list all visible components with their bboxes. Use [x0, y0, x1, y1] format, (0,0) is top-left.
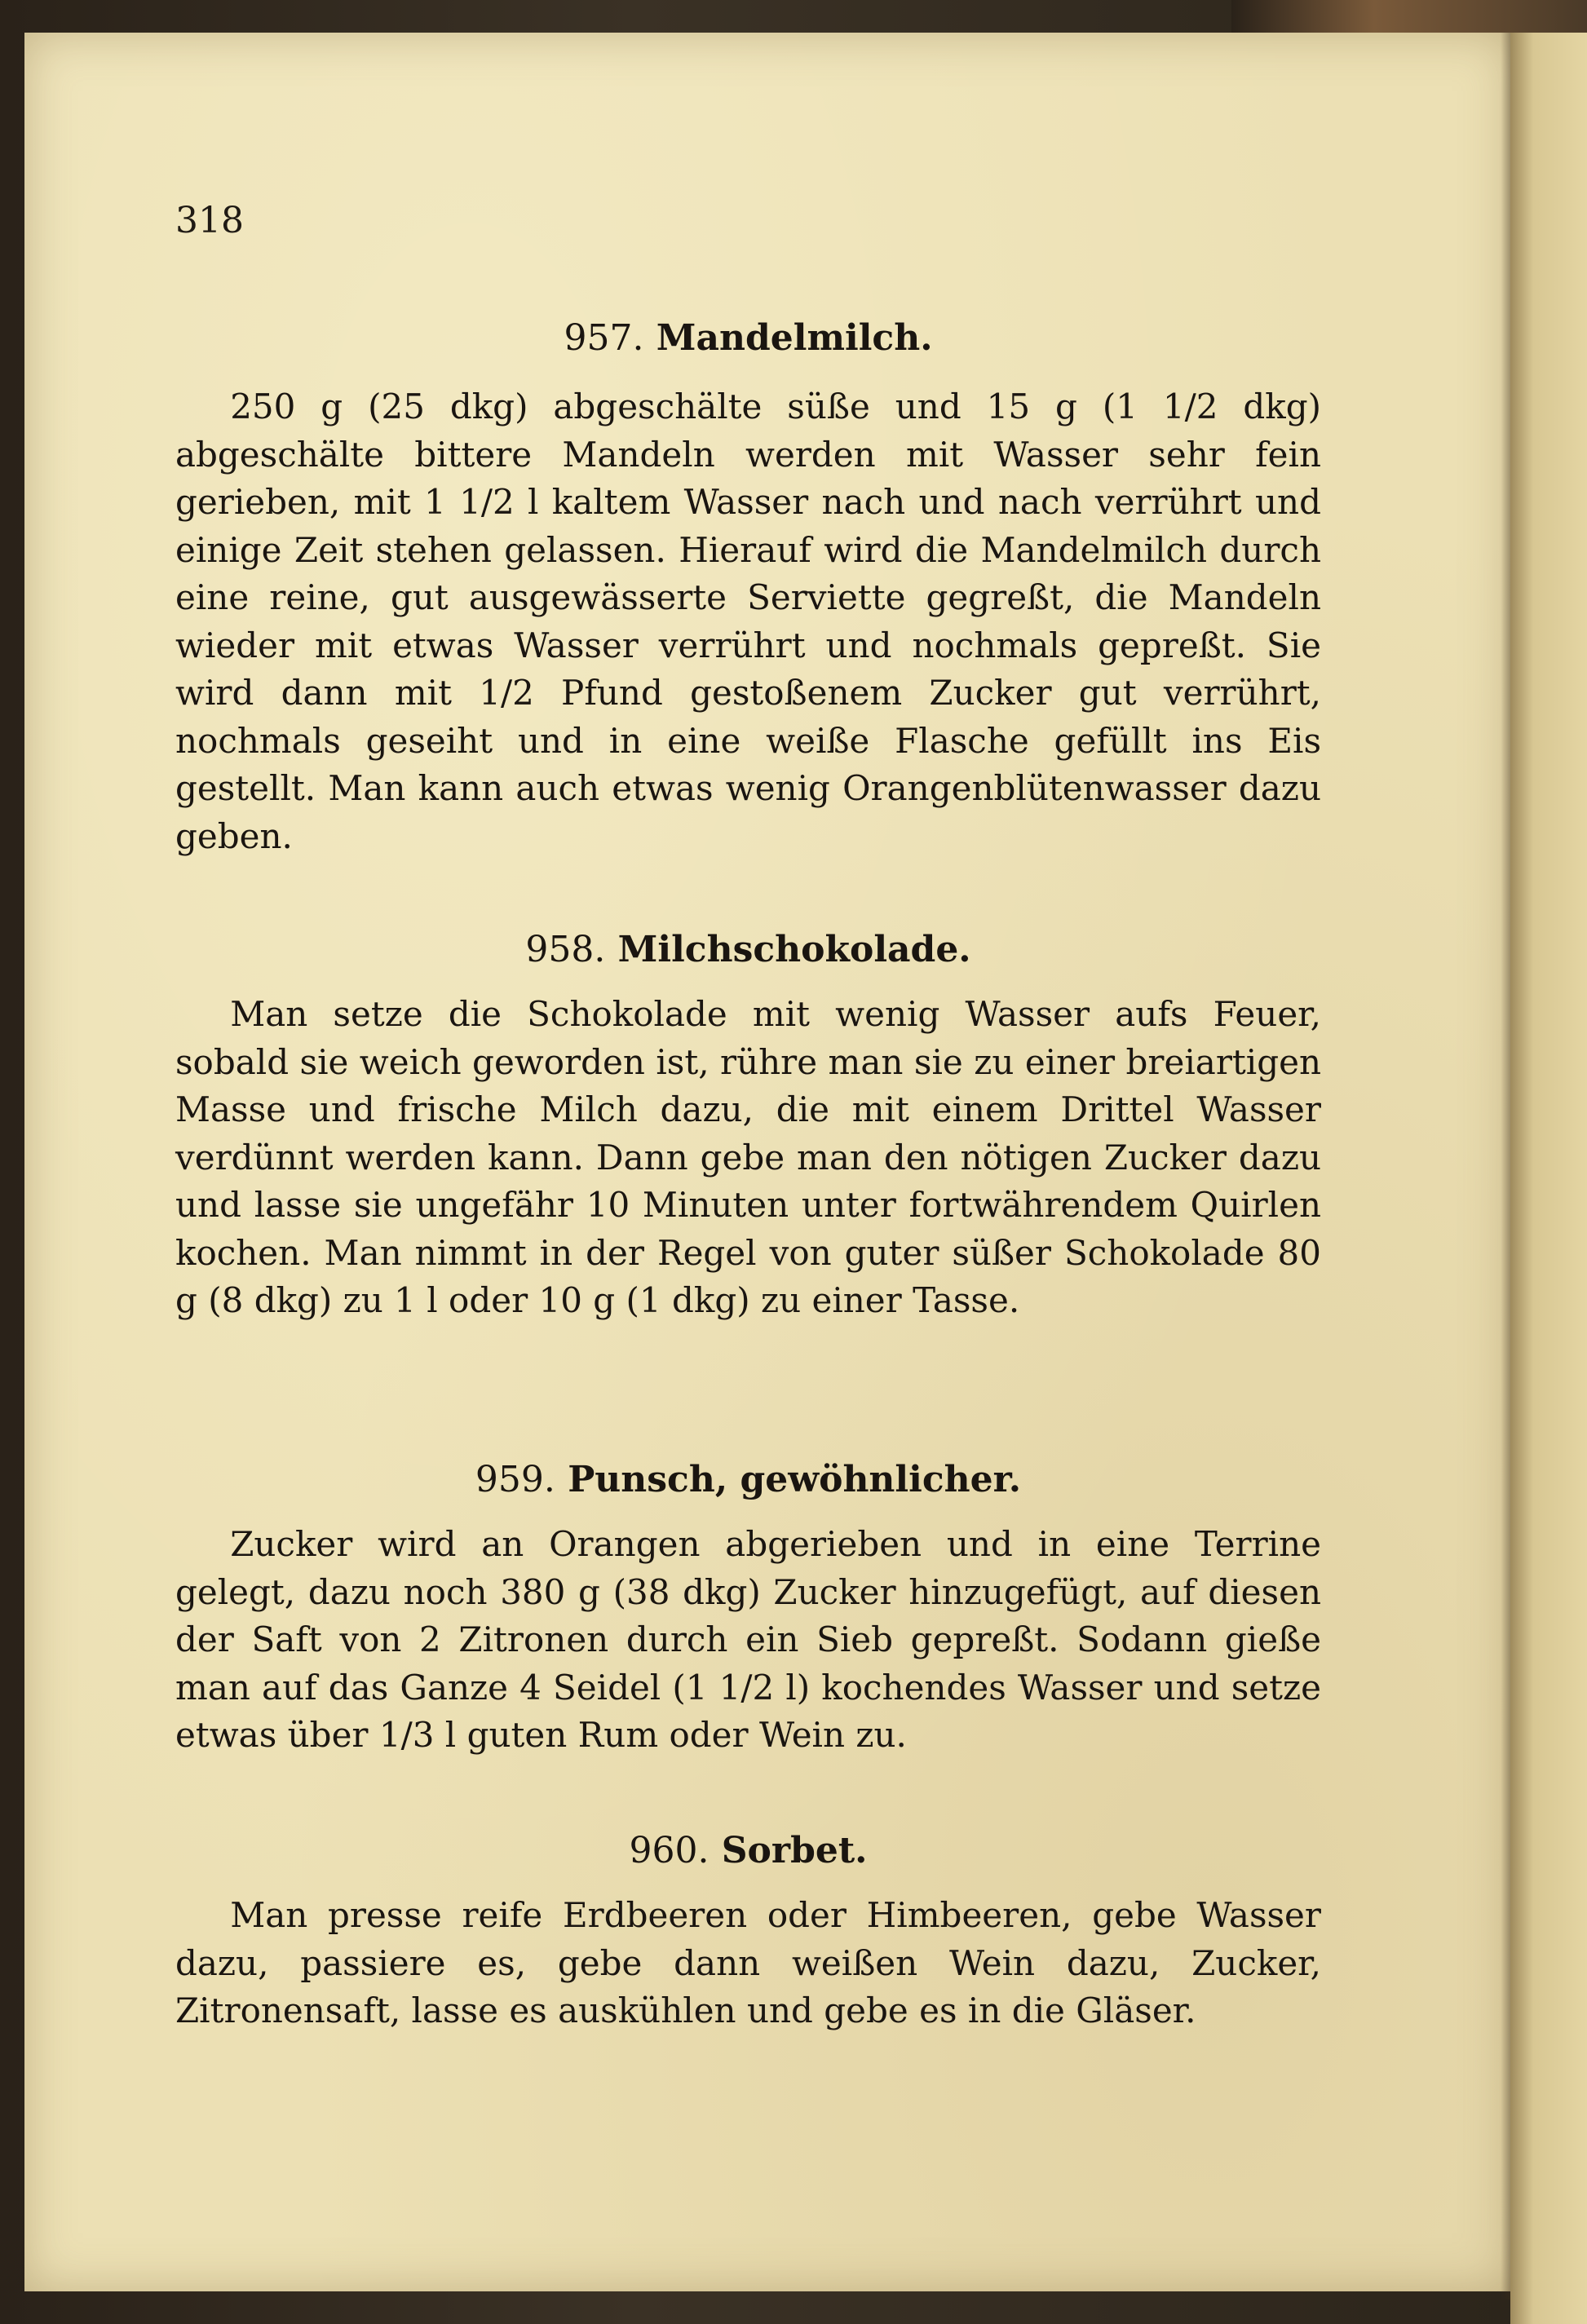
recipe-title: Milchschokolade.	[617, 929, 971, 970]
scan-corner	[1231, 0, 1587, 33]
recipe-heading-958	[175, 926, 1321, 974]
recipe-heading-959	[175, 1456, 1321, 1504]
recipe-number: 957.	[564, 317, 644, 359]
recipe-title: Punsch, gewöhnlicher.	[568, 1459, 1022, 1500]
recipe-text-958: Man setze die Schokolade mit wenig Wasser aufs Feuer, sobald sie weich geworden ist, rühre man sie zu einer breiartigen Masse und frische Milch dazu, die mit einem Drittel Wasser verdünnt werden kann. Dann gebe man den nötigen Zucker dazu und lasse sie ungefähr 10 Minuten unter fortwährendem Quirlen kochen. Man nimmt in der Regel von guter süßer Schokolade 80 g (8 dkg) zu 1 l oder 10 g (1 dkg) zu einer Tasse.	[175, 994, 1321, 1320]
recipe-number: 960.	[629, 1830, 710, 1871]
recipe-number: 958.	[525, 929, 606, 970]
page-number: 318	[175, 200, 244, 241]
recipe-text-960: Man presse reife Erdbeeren oder Himbeeren, gebe Wasser dazu, passiere es, gebe dann weißen Wein dazu, Zucker, Zitronensaft, lasse es auskühlen und gebe es in die Gläser.	[175, 1895, 1321, 2030]
recipe-text-959: Zucker wird an Orangen abgerieben und in eine Terrine gelegt, dazu noch 380 g (38 dkg) Zucker hinzugefügt, auf diesen der Saft von 2 Zitronen durch ein Sieb gepreßt. Sodann gieße man auf das Ganze 4 Seidel (1 1/2 l) kochendes Wasser und setze etwas über 1/3 l guten Rum oder Wein zu.	[175, 1524, 1321, 1755]
recipe-heading-957	[175, 314, 1321, 363]
recipe-title: Sorbet.	[721, 1830, 868, 1871]
recipe-text-957: 250 g (25 dkg) abgeschälte süße und 15 g (1 1/2 dkg) abgeschälte bittere Mandeln werden mit Wasser sehr fein gerieben, mit 1 1/2 l kaltem Wasser nach und nach verrührt und einige Zeit stehen gelassen. Hierauf wird die Mandelmilch durch eine reine, gut ausgewässerte Serviette gegreßt, die Mandeln wieder mit etwas Wasser verrührt und nochmals gepreßt. Sie wird dann mit 1/2 Pfund gestoßenem Zucker gut verrührt, nochmals geseiht und in eine weiße Flasche gefüllt ins Eis gestellt. Man kann auch etwas wenig Orangenblütenwasser dazu geben.	[175, 387, 1321, 856]
recipe-heading-960	[175, 1827, 1321, 1876]
recipe-number: 959.	[475, 1459, 555, 1500]
next-page-edge	[1510, 33, 1587, 2324]
recipe-title: Mandelmilch.	[656, 317, 933, 359]
